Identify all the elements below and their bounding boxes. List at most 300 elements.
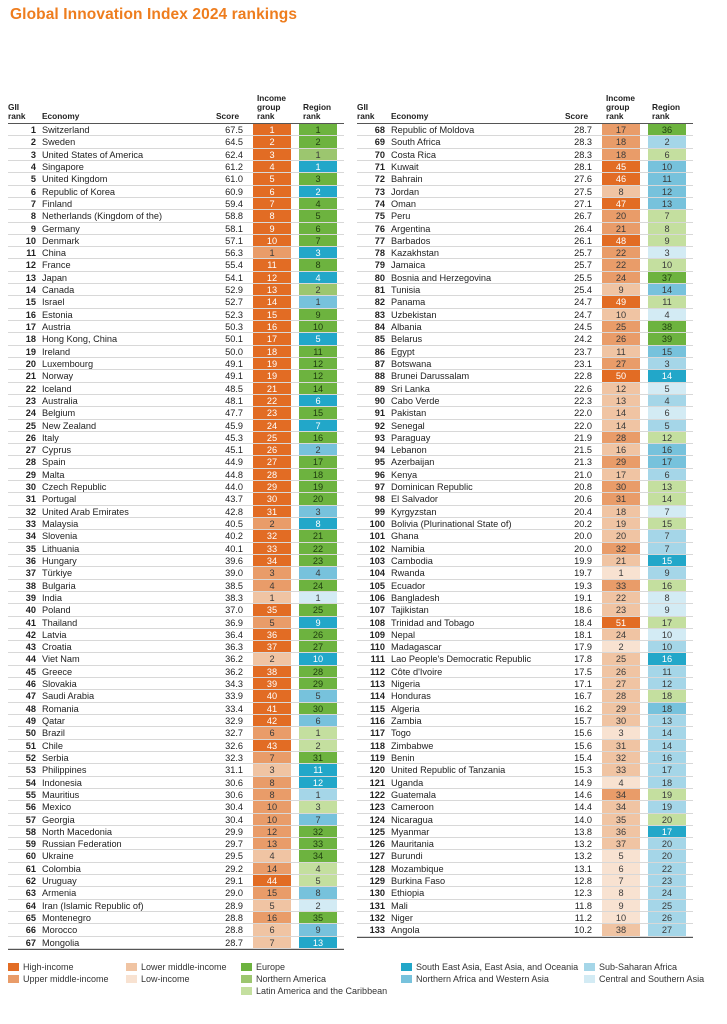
score: 20.2 (574, 519, 592, 529)
income-group-rank: 9 (253, 223, 291, 234)
gii-rank: 51 (25, 740, 36, 751)
economy-name: Mozambique (391, 863, 444, 874)
table-body (8, 124, 344, 950)
table-row (8, 530, 344, 542)
income-group-rank: 10 (253, 801, 291, 812)
economy-name: Thailand (42, 617, 78, 628)
header-text: Region (303, 102, 332, 112)
income-group-rank: 14 (253, 863, 291, 874)
score: 28.8 (225, 913, 243, 923)
table-row (357, 629, 693, 641)
score: 12.8 (574, 876, 592, 887)
score: 42.8 (225, 506, 243, 517)
income-group-rank: 35 (602, 814, 640, 825)
gii-rank: 101 (369, 531, 385, 542)
header-text: GII (357, 102, 369, 112)
score: 45.3 (225, 432, 243, 443)
score: 61.0 (225, 174, 243, 185)
gii-rank: 64 (25, 900, 36, 911)
economy-name: Montenegro (42, 913, 92, 923)
score: 28.3 (574, 137, 592, 148)
table-row (357, 653, 693, 665)
region-rank: 18 (648, 703, 686, 714)
economy-name: Barbados (391, 235, 431, 246)
table-row (8, 690, 344, 702)
region-rank: 30 (299, 703, 337, 714)
economy-name: Luxembourg (42, 358, 94, 369)
income-group-rank: 8 (253, 210, 291, 221)
region-rank: 13 (299, 937, 337, 948)
region-rank: 2 (648, 136, 686, 147)
region-rank: 14 (299, 383, 337, 394)
region-rank-header (652, 103, 680, 121)
table-row (357, 481, 693, 493)
income-group-rank: 33 (602, 580, 640, 591)
income-group-rank: 38 (253, 666, 291, 677)
income-group-rank: 22 (602, 247, 640, 258)
header-text: rank (606, 111, 624, 121)
region-rank: 26 (299, 629, 337, 640)
table-row (8, 752, 344, 764)
score: 56.3 (225, 248, 243, 259)
economy-name: Lao People's Democratic Republic (391, 654, 532, 665)
economy-name: Mexico (42, 802, 72, 813)
income-group-rank: 5 (253, 617, 291, 628)
income-group-rank: 1 (602, 567, 640, 578)
score: 20.0 (574, 543, 592, 554)
region-rank: 10 (648, 629, 686, 640)
header-text: GII (8, 102, 20, 112)
economy-name: Argentina (391, 223, 431, 234)
table-row (357, 506, 693, 518)
income-group-rank: 9 (602, 284, 640, 295)
table-row (8, 567, 344, 579)
table-row (8, 186, 344, 198)
gii-rank: 121 (369, 777, 385, 788)
score: 24.2 (574, 334, 592, 345)
income-group-rank: 18 (602, 506, 640, 517)
score: 28.1 (574, 161, 592, 172)
table-row (8, 296, 344, 308)
table-row (8, 358, 344, 370)
legend-item (584, 962, 677, 973)
economy-name: United States of America (42, 149, 144, 160)
legend-swatch (8, 963, 19, 971)
gii-rank: 3 (30, 149, 36, 160)
income-group-rank: 2 (253, 518, 291, 529)
economy-name: Estonia (42, 309, 73, 320)
table-row (357, 740, 693, 752)
table-row (357, 210, 693, 222)
region-rank: 5 (648, 383, 686, 394)
gii-rank: 67 (25, 937, 36, 948)
region-rank: 14 (648, 370, 686, 381)
table-row (357, 764, 693, 776)
table-row (8, 272, 344, 284)
region-rank: 20 (299, 493, 337, 504)
region-rank: 21 (299, 530, 337, 541)
income-group-rank: 15 (253, 887, 291, 898)
region-rank: 38 (648, 321, 686, 332)
region-rank: 4 (299, 567, 337, 578)
table-row (8, 740, 344, 752)
income-group-rank: 2 (602, 641, 640, 652)
score: 18.6 (574, 605, 592, 616)
economy-name: Niger (391, 913, 413, 923)
income-group-rank: 44 (253, 875, 291, 886)
gii-rank-header (8, 103, 26, 121)
income-group-rank: 1 (253, 592, 291, 603)
gii-rank: 15 (25, 297, 36, 308)
gii-rank: 73 (374, 186, 385, 197)
score: 26.1 (574, 235, 592, 246)
region-rank: 6 (648, 469, 686, 480)
score: 13.1 (574, 863, 592, 874)
gii-rank: 117 (370, 728, 385, 739)
score: 19.9 (574, 555, 592, 566)
score: 32.6 (225, 740, 243, 751)
legend-item (241, 986, 387, 997)
gii-rank: 29 (25, 469, 36, 480)
score: 11.2 (574, 913, 592, 923)
income-group-rank: 39 (253, 678, 291, 689)
income-group-rank: 3 (602, 727, 640, 738)
economy-name: Honduras (391, 691, 431, 702)
table-row (8, 346, 344, 358)
economy-name: Malaysia (42, 519, 79, 529)
score: 15.6 (574, 728, 592, 739)
income-group-rank: 35 (253, 604, 291, 615)
table-row (8, 456, 344, 468)
region-rank: 20 (648, 838, 686, 849)
table-row (8, 666, 344, 678)
economy-name: Türkiye (42, 568, 73, 579)
table-row (357, 493, 693, 505)
economy-name: Canada (42, 285, 75, 296)
gii-rank: 125 (369, 826, 385, 837)
economy-name: Bulgaria (42, 580, 76, 591)
region-rank: 18 (299, 469, 337, 480)
gii-rank: 6 (30, 186, 36, 197)
economy-name: Malta (42, 469, 65, 480)
region-rank: 20 (648, 850, 686, 861)
economy-name: Belarus (391, 334, 423, 345)
region-rank: 5 (299, 210, 337, 221)
economy-name: Costa Rica (391, 149, 436, 160)
gii-rank: 31 (25, 494, 36, 505)
gii-rank: 49 (25, 716, 36, 726)
income-group-rank: 25 (602, 321, 640, 332)
region-rank: 9 (648, 604, 686, 615)
economy-name: Philippines (42, 765, 87, 776)
income-group-rank: 14 (602, 407, 640, 418)
income-group-rank: 8 (253, 789, 291, 800)
income-group-rank: 7 (602, 875, 640, 886)
gii-rank: 120 (369, 765, 385, 776)
table-row (8, 937, 344, 949)
economy-name: Zimbabwe (391, 740, 434, 751)
income-group-rank: 22 (253, 395, 291, 406)
region-rank: 11 (299, 764, 337, 775)
economy-name: Zambia (391, 716, 422, 726)
region-rank: 3 (299, 506, 337, 517)
score: 13.2 (574, 851, 592, 862)
table-row (8, 838, 344, 850)
region-rank: 28 (299, 666, 337, 677)
score: 15.4 (574, 752, 592, 763)
gii-rank: 107 (369, 605, 385, 616)
table-row (8, 887, 344, 899)
score: 18.4 (574, 617, 592, 628)
gii-rank: 80 (374, 272, 385, 283)
income-group-rank: 27 (602, 678, 640, 689)
region-rank: 7 (648, 530, 686, 541)
gii-rank: 1 (30, 125, 36, 135)
legend-item (8, 962, 74, 973)
income-group-rank: 5 (253, 173, 291, 184)
score: 22.3 (574, 395, 592, 406)
gii-rank: 76 (374, 223, 385, 234)
gii-rank: 124 (369, 814, 385, 825)
economy-name: Cyprus (42, 445, 72, 456)
income-group-rank: 31 (602, 740, 640, 751)
score: 50.0 (225, 346, 243, 357)
region-rank: 11 (648, 296, 686, 307)
score: 34.3 (225, 679, 243, 690)
economy-name: Austria (42, 322, 71, 332)
table-row (8, 543, 344, 555)
table-row (357, 555, 693, 567)
region-rank: 36 (648, 124, 686, 135)
gii-rank: 119 (370, 752, 385, 763)
gii-rank: 50 (25, 728, 36, 739)
gii-rank: 104 (369, 568, 385, 579)
score: 48.5 (225, 383, 243, 394)
income-group-rank: 7 (253, 752, 291, 763)
income-group-rank: 6 (602, 863, 640, 874)
gii-rank: 16 (25, 309, 36, 320)
economy-name: Cabo Verde (391, 395, 440, 406)
region-rank: 11 (648, 173, 686, 184)
score: 19.7 (574, 568, 592, 579)
table-row (8, 518, 344, 530)
legend-label: Sub-Saharan Africa (599, 962, 678, 972)
economy-name: India (42, 592, 62, 603)
gii-rank: 74 (374, 198, 385, 209)
economy-name: Jordan (391, 186, 420, 197)
income-group-rank: 8 (602, 887, 640, 898)
income-group-rank: 43 (253, 740, 291, 751)
score: 50.3 (225, 322, 243, 332)
income-group-rank: 50 (602, 370, 640, 381)
score: 37.0 (225, 605, 243, 616)
table-row (357, 395, 693, 407)
legend-item (401, 974, 549, 985)
gii-rank: 84 (374, 322, 385, 332)
score: 60.9 (225, 186, 243, 197)
economy-name: Hungary (42, 555, 77, 566)
legend-label: Latin America and the Caribbean (256, 986, 388, 996)
table-row (8, 161, 344, 173)
table-row (357, 136, 693, 148)
income-group-rank: 21 (253, 383, 291, 394)
score: 20.0 (574, 531, 592, 542)
score: 21.5 (574, 445, 592, 456)
score: 31.1 (225, 765, 243, 776)
gii-rank: 23 (25, 395, 36, 406)
score: 24.7 (574, 297, 592, 308)
table-row (357, 727, 693, 739)
score: 39.0 (225, 568, 243, 579)
income-group-rank: 41 (253, 703, 291, 714)
income-group-rank-header (257, 94, 286, 121)
economy-name: El Salvador (391, 494, 438, 505)
economy-name: Lithuania (42, 543, 80, 554)
score: 16.2 (574, 703, 592, 714)
region-rank: 10 (299, 321, 337, 332)
income-group-rank: 6 (253, 727, 291, 738)
economy-name: Singapore (42, 161, 84, 172)
economy-name: Slovakia (42, 679, 77, 690)
income-group-rank: 25 (602, 653, 640, 664)
income-group-rank: 19 (253, 358, 291, 369)
header-text: rank (357, 111, 375, 121)
table-row (357, 173, 693, 185)
gii-rank: 22 (25, 383, 36, 394)
economy-name: Qatar (42, 716, 65, 726)
income-group-rank: 4 (253, 580, 291, 591)
table-row (357, 358, 693, 370)
economy-name: New Zealand (42, 420, 97, 431)
gii-rank: 115 (370, 703, 385, 714)
economy-name: Netherlands (Kingdom of the) (42, 211, 163, 222)
gii-rank: 62 (25, 876, 36, 887)
score: 18.1 (574, 629, 592, 640)
region-rank: 25 (299, 604, 337, 615)
header-text: Income (606, 93, 636, 103)
table-row (8, 506, 344, 518)
score: 61.2 (225, 161, 243, 172)
economy-name: United Arab Emirates (42, 506, 129, 517)
income-group-rank: 34 (602, 789, 640, 800)
economy-name: Saudi Arabia (42, 691, 95, 702)
economy-name: Slovenia (42, 531, 78, 542)
gii-rank: 114 (370, 691, 385, 702)
region-rank: 14 (648, 284, 686, 295)
score: 43.7 (225, 494, 243, 505)
gii-rank: 52 (25, 752, 36, 763)
region-rank: 4 (648, 309, 686, 320)
region-rank: 11 (648, 666, 686, 677)
income-group-rank: 30 (253, 493, 291, 504)
region-rank: 6 (648, 407, 686, 418)
score-header: Score (216, 111, 240, 121)
score: 24.7 (574, 309, 592, 320)
income-group-rank: 7 (253, 937, 291, 948)
table-row (357, 223, 693, 235)
region-rank: 1 (299, 592, 337, 603)
score: 32.3 (225, 752, 243, 763)
table-row (357, 333, 693, 345)
economy-name: Nicaragua (391, 814, 433, 825)
economy-name: Sweden (42, 137, 76, 148)
score: 40.1 (225, 543, 243, 554)
score: 38.5 (225, 580, 243, 591)
economy-name: Bahrain (391, 174, 423, 185)
gii-rank: 133 (369, 925, 385, 936)
income-group-rank: 46 (602, 173, 640, 184)
economy-name: Paraguay (391, 432, 431, 443)
legend-swatch (584, 975, 595, 983)
region-rank: 1 (299, 789, 337, 800)
economy-name: Kenya (391, 469, 418, 480)
page-title: Global Innovation Index 2024 rankings (10, 6, 298, 23)
legend-item (126, 974, 190, 985)
region-rank: 1 (299, 124, 337, 135)
gii-rank: 30 (25, 482, 36, 493)
legend-item (401, 962, 578, 973)
economy-name: Ghana (391, 531, 419, 542)
region-rank: 12 (299, 777, 337, 788)
economy-name: Pakistan (391, 408, 427, 419)
score: 54.1 (225, 272, 243, 283)
table-row (8, 149, 344, 161)
gii-rank: 61 (25, 863, 36, 874)
table-row (8, 469, 344, 481)
gii-rank: 127 (369, 851, 385, 862)
gii-rank: 100 (369, 519, 385, 529)
table-row (357, 518, 693, 530)
score: 15.3 (574, 765, 592, 776)
region-rank: 8 (648, 592, 686, 603)
region-rank: 10 (648, 641, 686, 652)
economy-name: Hong Kong, China (42, 334, 118, 345)
score: 62.4 (225, 149, 243, 160)
region-rank: 23 (648, 875, 686, 886)
gii-rank: 35 (25, 543, 36, 554)
region-rank: 6 (648, 149, 686, 160)
income-group-rank: 37 (253, 641, 291, 652)
economy-name: United Kingdom (42, 174, 108, 185)
gii-rank: 72 (374, 174, 385, 185)
table-row (8, 678, 344, 690)
rankings-table-right (357, 88, 693, 938)
region-rank: 6 (299, 715, 337, 726)
table-row (357, 346, 693, 358)
legend-label: Central and Southern Asia (599, 974, 705, 984)
gii-rank: 20 (25, 358, 36, 369)
gii-rank: 13 (25, 272, 36, 283)
score: 22.0 (574, 420, 592, 431)
table-row (357, 801, 693, 813)
table-row (357, 198, 693, 210)
score: 32.9 (225, 716, 243, 726)
gii-rank: 95 (374, 457, 385, 468)
score: 55.4 (225, 260, 243, 271)
gii-rank: 48 (25, 703, 36, 714)
table-header (8, 88, 344, 123)
region-rank: 5 (299, 875, 337, 886)
gii-rank: 70 (374, 149, 385, 160)
table-row (8, 900, 344, 912)
gii-rank: 34 (25, 531, 36, 542)
gii-rank: 63 (25, 888, 36, 899)
gii-rank: 27 (25, 445, 36, 456)
score: 29.1 (225, 876, 243, 887)
region-rank: 2 (299, 136, 337, 147)
economy-name: Mauritania (391, 839, 434, 850)
income-group-rank: 16 (602, 444, 640, 455)
